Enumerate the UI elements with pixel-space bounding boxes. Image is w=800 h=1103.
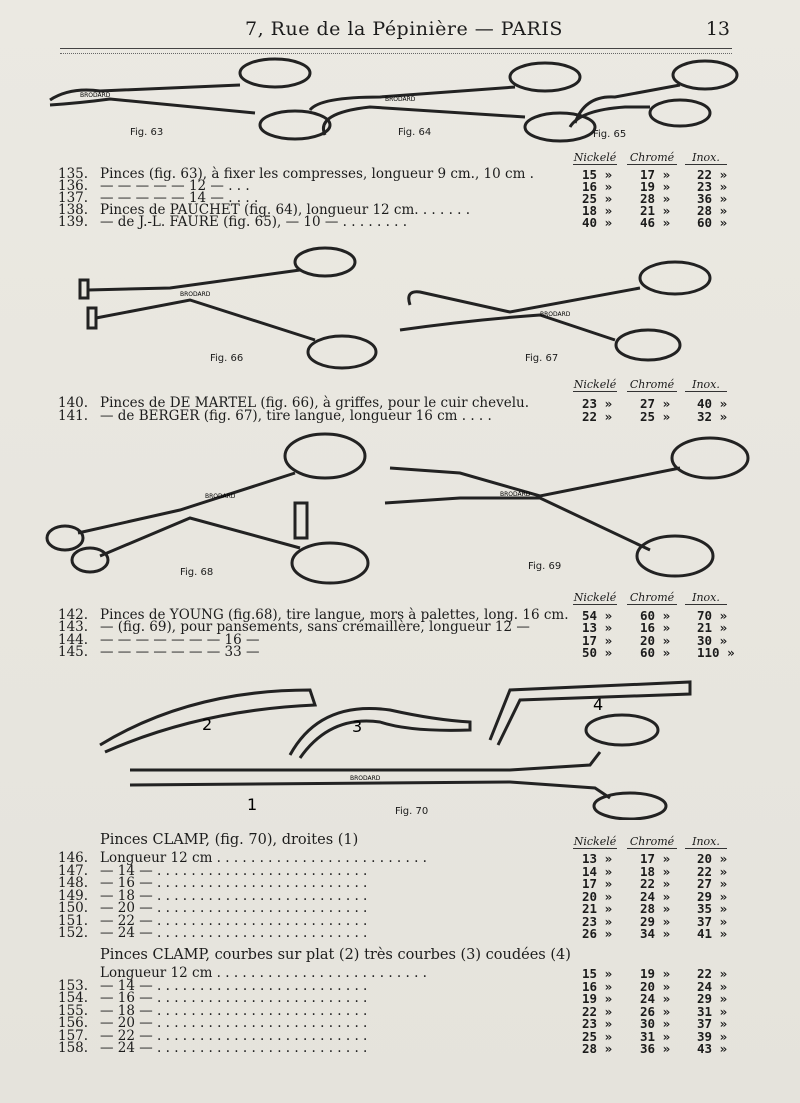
price-inox: 31 »	[697, 1003, 728, 1019]
brand-mark: BRODARD	[205, 493, 236, 500]
price-nickele: 28 »	[582, 1041, 613, 1056]
item-description: — 18 — . . . . . . . . . . . . . . . . . . . . . . . . .	[100, 1002, 368, 1019]
item-number: 141.	[58, 407, 89, 424]
price-chrome: 36 »	[640, 1041, 671, 1056]
col-inox: Inox.	[685, 378, 727, 392]
price-chrome: 20 »	[640, 632, 671, 648]
item-number: 146.	[58, 850, 89, 866]
price-chrome: 21 »	[640, 202, 671, 218]
item-number: 142.	[58, 607, 89, 623]
brand-mark: BRODARD	[385, 96, 416, 103]
item-number: 138.	[58, 201, 89, 218]
price-inox: 30 »	[697, 632, 728, 648]
item-number: 149.	[58, 887, 89, 904]
figure-caption: Fig. 65	[593, 129, 627, 140]
group-title-clamp-curved: Pinces CLAMP, courbes sur plat (2) très courbes (3) coudées (4)	[100, 947, 571, 963]
price-inox: 29 »	[697, 888, 728, 904]
price-nickele: 16 »	[582, 178, 613, 194]
price-nickele: 23 »	[582, 396, 613, 411]
price-column-headers	[565, 151, 730, 167]
item-description: — 16 — . . . . . . . . . . . . . . . . . . . . . . . . .	[100, 875, 368, 891]
price-inox: 32 »	[697, 408, 728, 424]
item-number: 143.	[58, 619, 89, 636]
price-inox: 29 »	[697, 991, 728, 1006]
item-description: — — — — — 12 — . . .	[100, 177, 250, 194]
figure-caption: Fig. 68	[180, 567, 214, 578]
price-chrome: 30 »	[640, 1016, 671, 1031]
price-inox: 27 »	[697, 876, 728, 891]
price-chrome: 17 »	[640, 167, 671, 182]
price-nickele: 25 »	[582, 1028, 613, 1044]
item-number: 140.	[58, 395, 89, 411]
price-nickele: 26 »	[582, 926, 613, 941]
table-row	[0, 213, 800, 230]
price-inox: 22 »	[697, 966, 728, 981]
price-inox: 35 »	[697, 901, 728, 916]
item-description: — de BERGER (fig. 67), tire langue, longueur 16 cm . . . .	[100, 407, 492, 424]
price-nickele: 15 »	[582, 167, 613, 182]
price-inox: 22 »	[697, 863, 728, 879]
col-inox: Inox.	[685, 151, 727, 165]
price-inox: 22 »	[697, 167, 728, 182]
item-number: 147.	[58, 862, 89, 879]
item-number: 155.	[58, 1002, 89, 1019]
item-description: — 24 — . . . . . . . . . . . . . . . . . . . . . . . . .	[100, 1040, 368, 1056]
price-inox: 21 »	[697, 620, 728, 636]
price-nickele: 50 »	[582, 644, 613, 660]
figure-caption: Fig. 63	[130, 127, 164, 138]
item-number: 157.	[58, 1027, 89, 1044]
col-inox: Inox.	[685, 835, 727, 849]
price-inox: 24 »	[697, 978, 728, 994]
figure-caption: Fig. 67	[525, 353, 559, 364]
price-nickele: 22 »	[582, 408, 613, 424]
price-chrome: 22 »	[640, 876, 671, 891]
table-row	[0, 643, 800, 660]
clamp-fig-70-illustration	[90, 670, 710, 820]
item-description: — de J.-L. FAURE (fig. 65), — 10 — . . . . . . . .	[100, 213, 408, 230]
instrument-number: 1	[247, 795, 258, 814]
price-chrome: 27 »	[640, 396, 671, 411]
price-chrome: 24 »	[640, 888, 671, 904]
item-number: 144.	[58, 631, 89, 648]
price-chrome: 16 »	[640, 620, 671, 636]
item-number: 139.	[58, 213, 89, 230]
item-description: Longueur 12 cm . . . . . . . . . . . . . . . . . . . . . . . . .	[100, 850, 427, 866]
item-description: Pinces de DE MARTEL (fig. 66), à griffes, pour le cuir chevelu.	[100, 395, 530, 411]
item-description: — 14 — . . . . . . . . . . . . . . . . . . . . . . . . .	[100, 862, 368, 879]
price-nickele: 15 »	[582, 966, 613, 981]
item-number: 154.	[58, 990, 89, 1006]
price-chrome: 18 »	[640, 863, 671, 879]
price-nickele: 18 »	[582, 202, 613, 218]
price-chrome: 19 »	[640, 178, 671, 194]
table-row	[0, 927, 800, 940]
price-chrome: 60 »	[640, 644, 671, 660]
price-chrome: 19 »	[640, 966, 671, 981]
price-nickele: 19 »	[582, 991, 613, 1006]
price-nickele: 25 »	[582, 190, 613, 206]
price-nickele: 16 »	[582, 978, 613, 994]
item-description: — 20 — . . . . . . . . . . . . . . . . . . . . . . . . .	[100, 900, 368, 916]
item-description: — — — — — — — 33 —	[100, 643, 260, 660]
page-number: 13	[705, 18, 730, 40]
price-inox: 37 »	[697, 1016, 728, 1031]
item-number: 145.	[58, 643, 89, 660]
price-inox: 28 »	[697, 202, 728, 218]
price-chrome: 60 »	[640, 608, 671, 623]
item-number: 135.	[58, 166, 89, 182]
item-description: — (fig. 69), pour pansements, sans crémaillère, longueur 12 —	[100, 619, 530, 636]
forceps-fig-66-67-illustration	[70, 240, 720, 370]
figure-caption: Fig. 69	[528, 561, 562, 572]
price-nickele: 23 »	[582, 1016, 613, 1031]
brand-mark: BRODARD	[180, 291, 211, 298]
price-column-headers	[565, 591, 730, 607]
item-number: 148.	[58, 875, 89, 891]
price-inox: 43 »	[697, 1041, 728, 1056]
brand-mark: BRODARD	[350, 775, 381, 782]
col-nickele: Nickelé	[573, 151, 617, 164]
header-rule	[60, 48, 732, 54]
price-nickele: 54 »	[582, 608, 613, 623]
item-description: Longueur 12 cm . . . . . . . . . . . . . . . . . . . . . . . . .	[100, 965, 427, 981]
item-number: 151.	[58, 912, 89, 929]
figure-caption: Fig. 66	[210, 353, 244, 364]
item-number: 152.	[58, 925, 89, 941]
page-header	[0, 18, 800, 46]
item-number: 153.	[58, 977, 89, 994]
item-description: — 24 — . . . . . . . . . . . . . . . . . . . . . . . . .	[100, 925, 368, 941]
item-number: 158.	[58, 1040, 89, 1056]
item-description: — 14 — . . . . . . . . . . . . . . . . . . . . . . . . .	[100, 977, 368, 994]
price-nickele: 22 »	[582, 1003, 613, 1019]
item-number: 156.	[58, 1015, 89, 1031]
price-inox: 39 »	[697, 1028, 728, 1044]
item-description: — 18 — . . . . . . . . . . . . . . . . . . . . . . . . .	[100, 887, 368, 904]
group-title-clamp-straight: Pinces CLAMP, (fig. 70), droites (1)	[100, 832, 359, 848]
price-chrome: 46 »	[640, 214, 671, 230]
col-chrome: Chromé	[627, 151, 677, 165]
col-inox: Inox.	[685, 591, 727, 605]
item-description: Pinces de PAUCHET (fig. 64), longueur 12 cm. . . . . . .	[100, 201, 471, 218]
price-column-headers	[565, 378, 730, 394]
price-inox: 20 »	[697, 851, 728, 866]
price-chrome: 25 »	[640, 408, 671, 424]
item-description: — 20 — . . . . . . . . . . . . . . . . . . . . . . . . .	[100, 1015, 368, 1031]
brand-mark: BRODARD	[80, 92, 111, 99]
price-nickele: 23 »	[582, 913, 613, 929]
col-nickele: Nickelé	[573, 835, 617, 848]
instrument-number: 3	[352, 717, 363, 736]
figure-caption: Fig. 70	[395, 806, 429, 817]
price-chrome: 34 »	[640, 926, 671, 941]
price-chrome: 28 »	[640, 190, 671, 206]
price-column-headers	[565, 835, 730, 851]
price-nickele: 40 »	[582, 214, 613, 230]
price-nickele: 13 »	[582, 851, 613, 866]
price-nickele: 21 »	[582, 901, 613, 916]
table-row	[0, 407, 800, 424]
table-row	[0, 1042, 800, 1055]
col-chrome: Chromé	[627, 378, 677, 392]
col-chrome: Chromé	[627, 591, 677, 605]
header-title: 7, Rue de la Pépinière — PARIS	[245, 18, 563, 40]
price-inox: 36 »	[697, 190, 728, 206]
price-chrome: 29 »	[640, 913, 671, 929]
price-chrome: 24 »	[640, 991, 671, 1006]
price-inox: 70 »	[697, 608, 728, 623]
price-chrome: 20 »	[640, 978, 671, 994]
brand-mark: BRODARD	[540, 311, 571, 318]
price-chrome: 31 »	[640, 1028, 671, 1044]
item-description: — 22 — . . . . . . . . . . . . . . . . . . . . . . . . .	[100, 1027, 368, 1044]
price-nickele: 14 »	[582, 863, 613, 879]
price-inox: 23 »	[697, 178, 728, 194]
col-nickele: Nickelé	[573, 378, 617, 391]
price-inox: 110 »	[697, 644, 735, 660]
item-description: — — — — — — — 16 —	[100, 631, 260, 648]
price-inox: 60 »	[697, 214, 728, 230]
item-number: 136.	[58, 177, 89, 194]
price-nickele: 20 »	[582, 888, 613, 904]
item-number: 150.	[58, 900, 89, 916]
forceps-fig-68-69-illustration	[40, 428, 750, 588]
instrument-number: 4	[593, 695, 604, 714]
price-nickele: 17 »	[582, 876, 613, 891]
col-nickele: Nickelé	[573, 591, 617, 604]
instrument-number: 2	[202, 715, 213, 734]
price-chrome: 28 »	[640, 901, 671, 916]
price-nickele: 13 »	[582, 620, 613, 636]
item-number: 137.	[58, 189, 89, 206]
item-description: — 16 — . . . . . . . . . . . . . . . . . . . . . . . . .	[100, 990, 368, 1006]
price-inox: 37 »	[697, 913, 728, 929]
brand-mark: BRODARD	[500, 491, 531, 498]
figure-caption: Fig. 64	[398, 127, 432, 138]
price-inox: 41 »	[697, 926, 728, 941]
item-description: Pinces de YOUNG (fig.68), tire langue, mors à palettes, long. 16 cm.	[100, 607, 569, 623]
item-description: — — — — — 14 — . . . .	[100, 189, 259, 206]
price-chrome: 26 »	[640, 1003, 671, 1019]
item-description: Pinces (fig. 63), à fixer les compresses, longueur 9 cm., 10 cm .	[100, 166, 534, 182]
price-chrome: 17 »	[640, 851, 671, 866]
col-chrome: Chromé	[627, 835, 677, 849]
price-nickele: 17 »	[582, 632, 613, 648]
price-inox: 40 »	[697, 396, 728, 411]
item-description: — 22 — . . . . . . . . . . . . . . . . . . . . . . . . .	[100, 912, 368, 929]
